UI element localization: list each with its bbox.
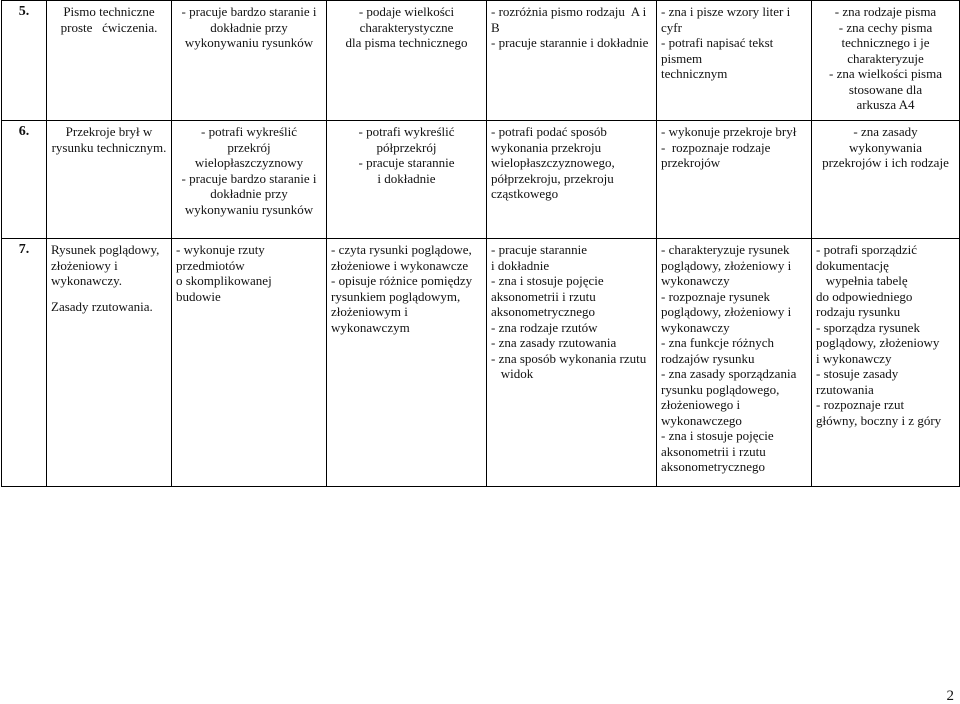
text-line: - sporządza rysunek [816,319,920,335]
text-line: wykonywaniu rysunków [184,201,314,217]
text-line: złożeniowym i [331,304,408,319]
text-line: wykonawczy [661,319,730,335]
text-line: - opisuje różnice pomiędzy [331,273,473,288]
text-line: stosowane dla [848,81,923,97]
row-number-label: 6. [18,124,30,139]
text-line: - wykonuje przekroje brył [661,124,797,139]
requirement-cell-2 [327,239,487,487]
requirement-cell-5 [812,239,960,487]
requirement-cell-4 [657,239,812,487]
text-line: - zna zasady rzutowania [491,335,617,350]
text-line: półprzekroju, przekroju [491,170,614,186]
text-line: - zna i stosuje pojęcie [661,428,774,443]
text-line: wykonawczym [331,319,410,335]
text-line: i dokładnie [377,170,436,186]
requirement-cell-3 [487,121,657,239]
topic-cell [47,1,172,121]
table-row [2,1,960,121]
text-line: dokładnie przy [210,19,288,35]
text-line: poglądowy, złożeniowy [816,335,940,350]
text-line: wykonawczy. [51,273,122,288]
text-line: rzutowania [816,381,874,397]
text-line: aksonometrycznego [661,459,765,474]
text-line: przekrój [227,139,271,155]
text-line: - stosuje zasady [816,366,899,381]
text-line: - zna i stosuje pojęcie [491,273,604,288]
text-line: - charakteryzuje rysunek [661,242,790,257]
text-line: rysunkiem poglądowym, [331,288,461,304]
text-line: wypełnia tabelę [816,273,908,288]
text-line: widok [491,366,534,381]
text-line: - zna rodzaje pisma [834,4,937,19]
spacer [51,289,167,299]
text-line: - zna zasady sporządzania [661,366,797,381]
text-line: o skomplikowanej [176,273,272,288]
text-line: złożeniowy i [51,257,118,273]
text-line: - potrafi sporządzić [816,242,918,257]
text-line: aksonometrii i rzutu [491,288,596,304]
text-line: wykonawczy [661,273,730,288]
text-line: charakteryzuje [847,50,924,66]
text-line: - zna funkcje różnych [661,335,774,350]
curriculum-table [1,0,960,487]
text-line: - potrafi podać sposób [491,124,607,139]
text-line: aksonometrii i rzutu [661,443,766,459]
requirement-cell-5 [812,1,960,121]
text-line: arkusza A4 [856,97,915,112]
requirement-cell-2 [327,1,487,121]
text-line: Rysunek poglądowy, [51,242,160,257]
table-row [2,121,960,239]
text-line: wykonywaniu rysunków [184,35,314,50]
text-line: dla pisma technicznego [345,35,468,50]
text-line: przekrojów i ich rodzaje [822,155,949,170]
text-line: dokumentację [816,257,889,273]
text-line: - rozpoznaje rysunek [661,288,771,304]
topic-cell [47,121,172,239]
text-line: pismem [661,50,703,66]
text-line: - zna zasady [853,124,918,139]
text-line: rodzaju rysunku [816,304,901,319]
text-line: złożeniowe i wykonawcze [331,257,469,273]
text-line: - potrafi wykreślić [200,124,298,139]
text-line: rodzajów rysunku [661,350,755,366]
text-line: cyfr [661,19,682,35]
topic-cell [47,239,172,487]
text-line: do odpowiedniego [816,288,913,304]
text-line: poglądowy, złożeniowy i [661,257,792,273]
text-line: budowie [176,288,221,304]
text-line: aksonometrycznego [491,304,595,319]
requirement-cell-5 [812,121,960,239]
text-line: przedmiotów [176,257,245,273]
text-line: - potrafi wykreślić [358,124,455,139]
text-line: - pracuje starannie i dokładnie [491,35,649,50]
text-line: - zna i pisze wzory liter i [661,4,791,19]
text-line: półprzekrój [376,139,437,155]
text-line: poglądowy, złożeniowy i [661,304,792,319]
text-line: wykonywania [849,139,922,155]
text-line: cząstkowego [491,186,559,201]
text-line: B [491,19,500,35]
requirement-cell-3 [487,1,657,121]
text-line: - rozróżnia pismo rodzaju A i [491,4,647,19]
text-line: Pismo techniczne [63,4,155,19]
text-line: wykonawczego [661,412,742,428]
text-line: wielopłaszczyznowy [194,155,304,170]
text-line: - zna rodzaje rzutów [491,319,598,335]
requirement-cell-2 [327,121,487,239]
text-line: - wykonuje rzuty [176,242,265,257]
text-line: - zna cechy pisma [838,19,933,35]
table-row [2,239,960,487]
text-line: - zna sposób wykonania rzutu [491,350,647,366]
row-number [2,1,47,121]
row-number-label: 5. [18,4,30,19]
text-line: proste ćwiczenia. [60,19,158,35]
requirement-cell-3 [487,239,657,487]
text-line: rysunku technicznym. [51,139,167,155]
text-line: - czyta rysunki poglądowe, [331,242,472,257]
text-line: - rozpoznaje rodzaje [661,139,771,155]
text-line: - podaje wielkości [358,4,455,19]
requirement-cell-1 [172,239,327,487]
text-line: technicznego i je [841,35,930,50]
text-line: główny, boczny i z góry [816,412,942,428]
requirement-cell-1 [172,1,327,121]
text-line: przekrojów [661,155,721,170]
requirement-cell-4 [657,1,812,121]
text-line: - zna wielkości pisma [829,66,942,81]
text-line: Przekroje brył w [65,124,153,139]
text-line: wykonania przekroju [491,139,602,155]
page-number: 2 [946,687,954,704]
text-line: dokładnie przy [210,186,288,201]
text-line: - pracuje bardzo staranie i [181,170,317,186]
text-line: charakterystyczne [359,19,454,35]
text-line: rysunku poglądowego, [661,381,780,397]
text-line: technicznym [661,66,728,81]
requirement-cell-1 [172,121,327,239]
text-line: - pracuje starannie [491,242,588,257]
row-number [2,121,47,239]
text-line: - pracuje starannie [358,155,455,170]
text-line: złożeniowego i [661,397,741,412]
requirement-cell-4 [657,121,812,239]
text-line: i dokładnie [491,257,550,273]
text-line: i wykonawczy [816,350,892,366]
row-number-label: 7. [18,242,30,257]
text-line: - pracuje bardzo staranie i [181,4,317,19]
row-number [2,239,47,487]
text-line: - potrafi napisać tekst [661,35,774,50]
text-line: - rozpoznaje rzut [816,397,905,412]
text-line: wielopłaszczyznowego, [491,155,615,170]
topic-extra: Zasady rzutowania. [51,298,153,314]
